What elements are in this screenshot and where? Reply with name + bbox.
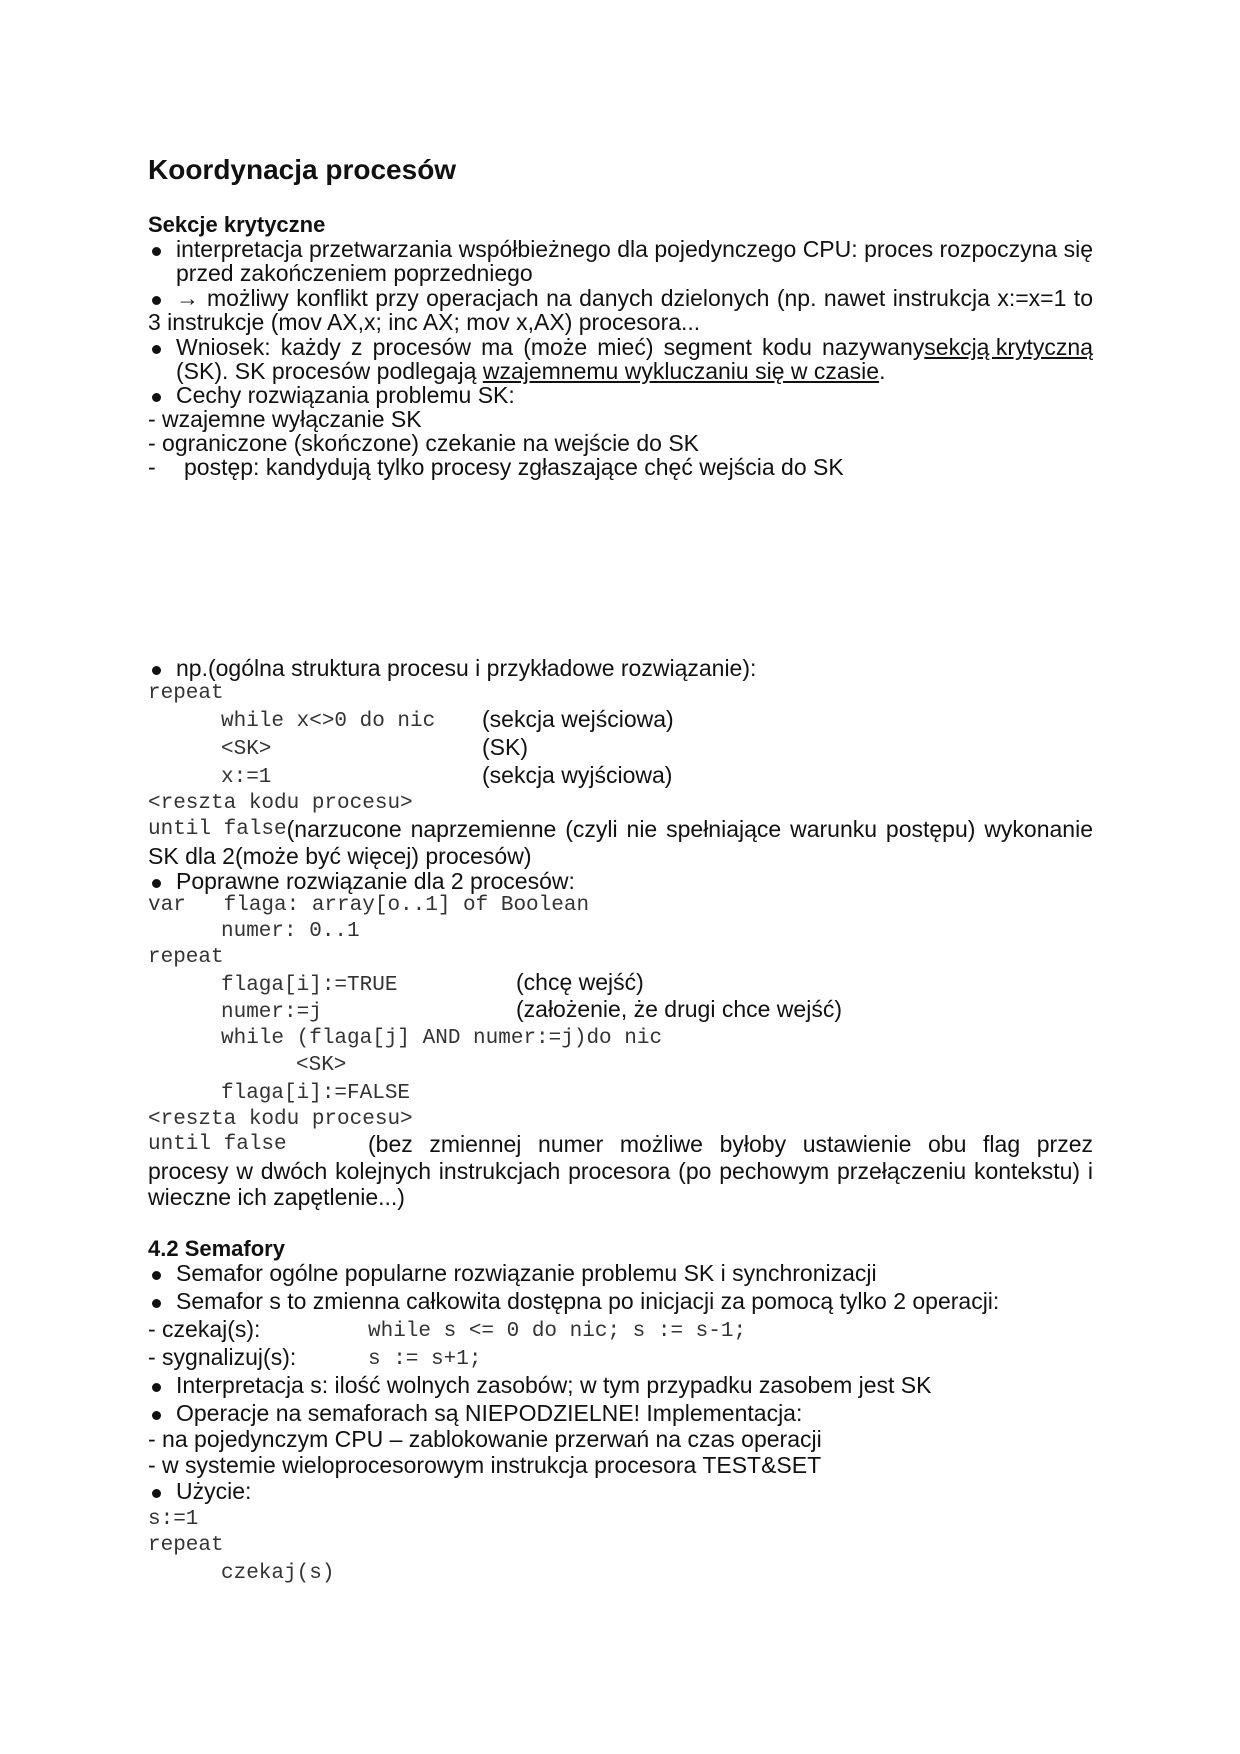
bullet-line-with-arrow bbox=[176, 285, 1093, 312]
arrow-right-icon: → bbox=[176, 285, 199, 311]
text-line: SK dla 2(może być więcej) procesów) bbox=[148, 843, 532, 869]
bullet-text-line: Semafor ogólne popularne rozwiązanie problemu SK i synchronizacji bbox=[176, 1260, 877, 1286]
dash-item: - w systemie wieloprocesorowym instrukcja procesora TEST&SET bbox=[148, 1452, 822, 1478]
code-line: numer:=j bbox=[221, 1001, 322, 1024]
dash-item: - ograniczone (skończone) czekanie na wejście do SK bbox=[148, 430, 700, 456]
bullet-text-line: 3 instrukcje (mov AX,x; inc AX; mov x,AX) procesora... bbox=[148, 309, 701, 335]
code-comment: (sekcja wyjściowa) bbox=[482, 762, 673, 788]
bullet-text-line: możliwy konflikt przy operacjach na danych dzielonych (np. nawet instrukcja x:=x=1 to bbox=[207, 285, 1093, 311]
bullet-icon bbox=[152, 1299, 161, 1308]
code-line: <reszta kodu procesu> bbox=[148, 792, 413, 815]
code-line-with-text bbox=[148, 816, 1093, 843]
code-line: x:=1 bbox=[221, 766, 272, 789]
bullet-text-line: Użycie: bbox=[176, 1478, 252, 1504]
underlined-term-critical-section: sekcją krytyczną bbox=[924, 334, 1093, 360]
bullet-icon bbox=[152, 1411, 161, 1420]
code-line-with-text bbox=[148, 1131, 1093, 1158]
bullet-text-line bbox=[176, 334, 1093, 361]
bullet-text-line: np.(ogólna struktura procesu i przykładowe rozwiązanie): bbox=[176, 655, 757, 681]
underlined-term-mutual-exclusion: wzajemnemu wykluczaniu się w czasie bbox=[482, 358, 880, 384]
bullet-icon bbox=[152, 393, 161, 402]
text-line: procesy w dwóch kolejnych instrukcjach procesora (po pechowym przełączeniu kontekstu) i bbox=[148, 1158, 1093, 1184]
code-comment: (SK) bbox=[482, 734, 528, 760]
code-line: var flaga: array[o..1] of Boolean bbox=[148, 894, 590, 917]
code-line: <SK> bbox=[296, 1054, 347, 1077]
bullet-icon bbox=[152, 296, 161, 305]
bullet-text-line: Semafor s to zmienna całkowita dostępna po inicjacji za pomocą tylko 2 operacji: bbox=[176, 1288, 1000, 1314]
code-line: repeat bbox=[148, 682, 224, 705]
dash-item: - wzajemne wyłączanie SK bbox=[148, 406, 422, 432]
code-line: <reszta kodu procesu> bbox=[148, 1108, 413, 1131]
code-line: <SK> bbox=[221, 738, 272, 761]
code-line: s:=1 bbox=[148, 1508, 199, 1531]
dash-item: postęp: kandydują tylko procesy zgłaszające chęć wejścia do SK bbox=[184, 454, 844, 480]
bullet-text-line: Poprawne rozwiązanie dla 2 procesów: bbox=[176, 868, 575, 894]
bullet-text-line: przed zakończeniem poprzedniego bbox=[176, 260, 533, 286]
bullet-icon bbox=[152, 666, 161, 675]
bullet-text-line bbox=[176, 358, 885, 385]
section-heading-critical-sections: Sekcje krytyczne bbox=[148, 212, 326, 237]
bullet-text-line: interpretacja przetwarzania współbieżnego dla pojedynczego CPU: proces rozpoczyna się bbox=[176, 236, 1093, 262]
text-line: wieczne ich zapętlenie...) bbox=[148, 1184, 405, 1210]
code-line: while s <= 0 do nic; s := s-1; bbox=[368, 1320, 747, 1343]
bullet-icon bbox=[152, 1383, 161, 1392]
code-comment: (sekcja wejściowa) bbox=[482, 706, 674, 732]
code-line: czekaj(s) bbox=[221, 1562, 335, 1585]
bullet-text-segment: (SK). SK procesów podlegają bbox=[176, 358, 483, 384]
code-line: repeat bbox=[148, 946, 224, 969]
bullet-icon bbox=[152, 247, 161, 256]
code-keyword: until false bbox=[148, 1133, 287, 1156]
inline-text: (bez zmiennej numer możliwe byłoby ustawienie obu flag przez bbox=[368, 1131, 1093, 1157]
dash-item-marker: - bbox=[148, 454, 156, 480]
bullet-text-line: Interpretacja s: ilość wolnych zasobów; w tym przypadku zasobem jest SK bbox=[176, 1372, 932, 1398]
bullet-icon bbox=[152, 1271, 161, 1280]
operation-label: - sygnalizuj(s): bbox=[148, 1344, 297, 1370]
bullet-text-segment: Wniosek: każdy z procesów ma (może mieć) segment kodu nazywany bbox=[176, 334, 925, 360]
code-keyword: until false bbox=[148, 818, 287, 841]
code-line: s := s+1; bbox=[368, 1348, 482, 1371]
bullet-text-line: Cechy rozwiązania problemu SK: bbox=[176, 382, 515, 408]
bullet-text-line: Operacje na semaforach są NIEPODZIELNE! Implementacja: bbox=[176, 1400, 803, 1426]
code-line: flaga[i]:=FALSE bbox=[221, 1082, 411, 1105]
code-line: repeat bbox=[148, 1534, 224, 1557]
bullet-text-segment: . bbox=[879, 358, 886, 384]
code-line: numer: 0..1 bbox=[221, 920, 360, 943]
bullet-icon bbox=[152, 345, 161, 354]
inline-text: (narzucone naprzemienne (czyli nie spełniające warunku postępu) wykonanie bbox=[286, 816, 1093, 842]
code-line: while x<>0 do nic bbox=[221, 710, 436, 733]
operation-label: - czekaj(s): bbox=[148, 1316, 261, 1342]
code-comment: (założenie, że drugi chce wejść) bbox=[516, 996, 842, 1022]
dash-item: - na pojedynczym CPU – zablokowanie przerwań na czas operacji bbox=[148, 1426, 822, 1452]
code-line: while (flaga[j] AND numer:=j)do nic bbox=[221, 1027, 663, 1050]
bullet-icon bbox=[152, 879, 161, 888]
page-title: Koordynacja procesów bbox=[148, 154, 457, 185]
bullet-icon bbox=[152, 1489, 161, 1498]
section-heading-semaphores: 4.2 Semafory bbox=[148, 1236, 285, 1261]
code-comment: (chcę wejść) bbox=[516, 969, 644, 995]
code-line: flaga[i]:=TRUE bbox=[221, 974, 398, 997]
